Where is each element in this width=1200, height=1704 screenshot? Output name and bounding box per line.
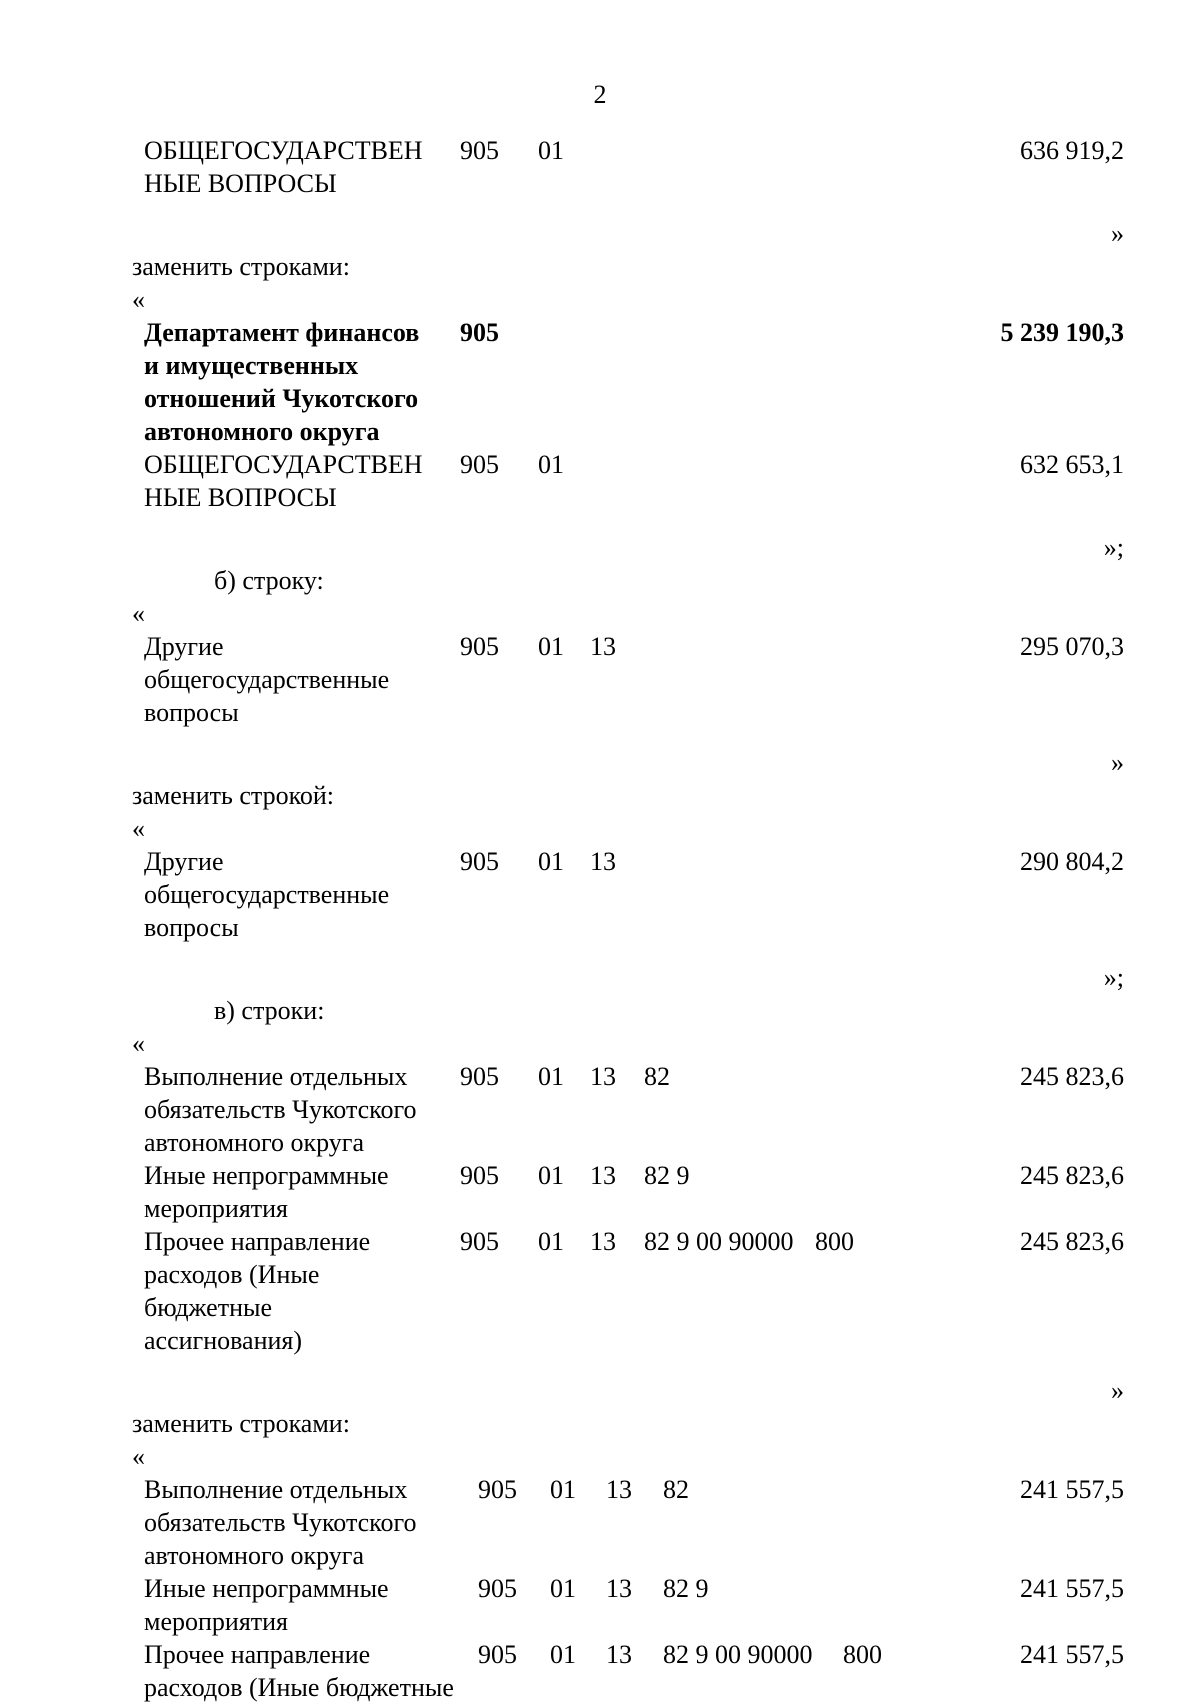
opening-quote: «: [132, 1442, 145, 1471]
subsection-code: 13: [590, 632, 616, 661]
closing-quote: »: [1111, 748, 1124, 777]
spacer: [0, 944, 1200, 961]
budget-row: [0, 134, 1200, 200]
amount: 245 823,6: [1020, 1062, 1124, 1091]
budget-row: [0, 1473, 1200, 1572]
budget-row: [0, 630, 1200, 729]
budget-row: [0, 845, 1200, 944]
amount: 241 557,5: [1020, 1574, 1124, 1603]
amount: 5 239 190,3: [1000, 318, 1124, 347]
subsection-code: 13: [606, 1640, 632, 1669]
kvsr-code: 905: [478, 1640, 517, 1669]
page-number: 2: [593, 80, 607, 109]
amount: 241 557,5: [1020, 1640, 1124, 1669]
subsection-code: 13: [590, 1062, 616, 1091]
kvsr-code: 905: [460, 318, 499, 347]
amount: 632 653,1: [1020, 450, 1124, 479]
budget-row: [0, 1572, 1200, 1638]
row-name: Другие общегосударственные вопросы: [144, 847, 390, 942]
row-name: Иные непрограммные мероприятия: [144, 1574, 389, 1636]
closing-quote: »;: [1103, 963, 1124, 992]
budget-row: [0, 1225, 1200, 1357]
opening-quote: «: [132, 814, 145, 843]
instruction-text: заменить строками:: [132, 1409, 350, 1438]
expense-type-code: 800: [843, 1640, 882, 1669]
subsection-code: 13: [590, 1161, 616, 1190]
budget-row: [0, 1060, 1200, 1159]
subsection-code: 13: [590, 847, 616, 876]
kvsr-code: 905: [460, 1062, 499, 1091]
budget-row: [0, 448, 1200, 514]
row-name: ОБЩЕГОСУДАРСТВЕН НЫЕ ВОПРОСЫ: [144, 450, 423, 512]
row-name: Выполнение отдельных обязательств Чукотского автономного округа: [144, 1475, 417, 1570]
instruction-text: заменить строкой:: [132, 781, 335, 810]
kvsr-code: 905: [460, 632, 499, 661]
kvsr-code: 905: [478, 1574, 517, 1603]
opening-quote: «: [132, 599, 145, 628]
subsection-code: 13: [606, 1475, 632, 1504]
kvsr-code: 905: [460, 136, 499, 165]
amount: 245 823,6: [1020, 1227, 1124, 1256]
instruction-text: в) строки:: [214, 996, 325, 1025]
section-code: 01: [538, 136, 564, 165]
section-code: 01: [550, 1475, 576, 1504]
amount: 245 823,6: [1020, 1161, 1124, 1190]
section-code: 01: [538, 1062, 564, 1091]
row-name: Прочее направление расходов (Иные бюджетные ассигнования): [144, 1227, 371, 1355]
row-name: Выполнение отдельных обязательств Чукотского автономного округа: [144, 1062, 417, 1157]
section-code: 01: [538, 450, 564, 479]
amount: 295 070,3: [1020, 632, 1124, 661]
budget-row: [0, 1638, 1200, 1704]
kvsr-code: 905: [460, 1161, 499, 1190]
kvsr-code: 905: [460, 847, 499, 876]
target-code: 82 9: [644, 1161, 690, 1190]
spacer: [0, 729, 1200, 746]
opening-quote: «: [132, 1029, 145, 1058]
spacer: [0, 514, 1200, 531]
target-code: 82 9: [663, 1574, 709, 1603]
row-name: Департамент финансов и имущественных отношений Чукотского автономного округа: [144, 318, 420, 446]
target-code: 82 9 00 90000: [663, 1640, 813, 1669]
kvsr-code: 905: [460, 1227, 499, 1256]
row-name: ОБЩЕГОСУДАРСТВЕН НЫЕ ВОПРОСЫ: [144, 136, 423, 198]
row-name: Иные непрограммные мероприятия: [144, 1161, 389, 1223]
spacer: [0, 200, 1200, 217]
instruction-text: б) строку:: [214, 566, 324, 595]
kvsr-code: 905: [460, 450, 499, 479]
target-code: 82: [644, 1062, 670, 1091]
section-code: 01: [538, 1227, 564, 1256]
budget-row: [0, 1159, 1200, 1225]
target-code: 82: [663, 1475, 689, 1504]
amount: 290 804,2: [1020, 847, 1124, 876]
spacer: [0, 1357, 1200, 1374]
section-code: 01: [538, 632, 564, 661]
section-code: 01: [538, 847, 564, 876]
amount: 636 919,2: [1020, 136, 1124, 165]
section-code: 01: [550, 1574, 576, 1603]
subsection-code: 13: [606, 1574, 632, 1603]
section-code: 01: [550, 1640, 576, 1669]
document-body: [0, 134, 1200, 1704]
subsection-code: 13: [590, 1227, 616, 1256]
kvsr-code: 905: [478, 1475, 517, 1504]
instruction-text: заменить строками:: [132, 252, 350, 281]
closing-quote: »: [1111, 1376, 1124, 1405]
budget-row: [0, 316, 1200, 448]
closing-quote: »: [1111, 219, 1124, 248]
closing-quote: »;: [1103, 533, 1124, 562]
row-name: Прочее направление расходов (Иные бюджетные: [144, 1640, 454, 1702]
amount: 241 557,5: [1020, 1475, 1124, 1504]
section-code: 01: [538, 1161, 564, 1190]
row-name: Другие общегосударственные вопросы: [144, 632, 390, 727]
opening-quote: «: [132, 285, 145, 314]
target-code: 82 9 00 90000: [644, 1227, 794, 1256]
expense-type-code: 800: [815, 1227, 854, 1256]
